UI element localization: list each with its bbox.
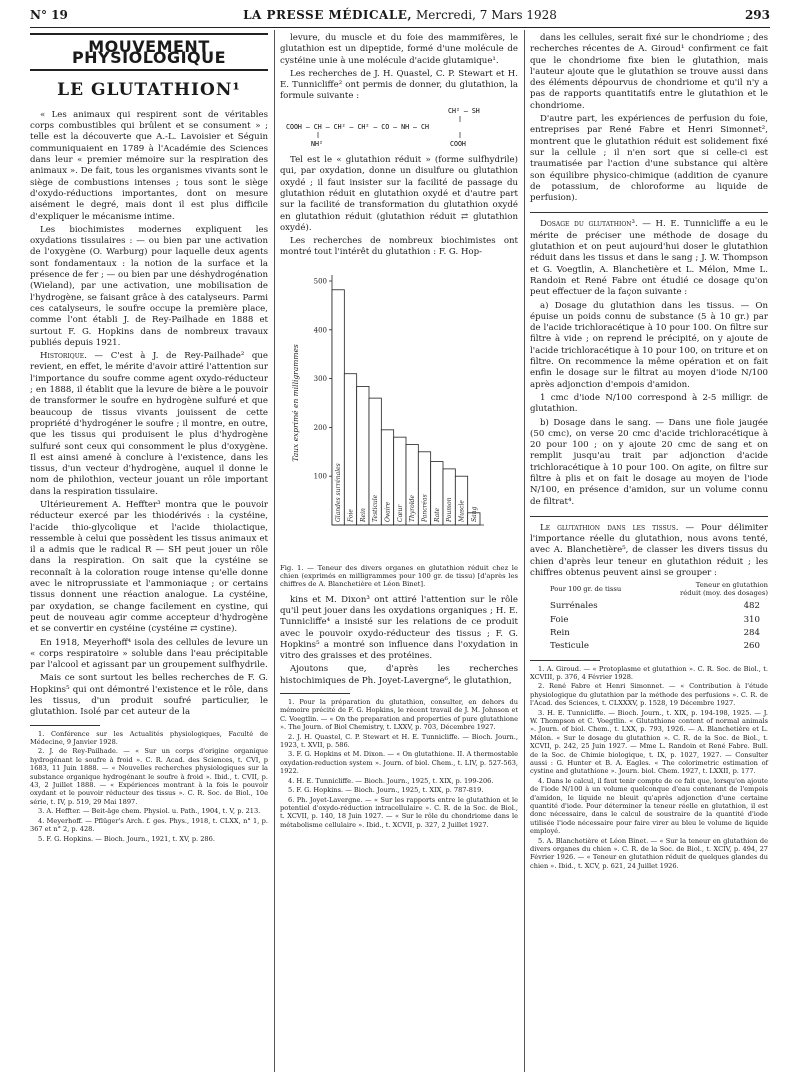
figure-1 — [280, 263, 518, 562]
paragraph: 1 cmc d'iode N/100 correspond à 2-5 milligr. de glutathion. — [530, 392, 768, 415]
footnote: 5. A. Blanchetière et Léon Binet. — « Sur la teneur en glutathion de divers organes du chien ». C. R. de la Soc. de Biol., t. XCIV, p. 494, 27 Février 1926. — « Teneur en glutathion réduit de quelques glandes du chien ». Ibid., t. XCV, p. 621, 24 Juillet 1926. — [530, 836, 768, 870]
bar-label: Rate — [433, 507, 441, 522]
y-tick-label: 400 — [313, 326, 327, 335]
journal-line — [0, 8, 800, 22]
y-tick-label: 300 — [313, 374, 327, 383]
paragraph-tissus: Le glutathion dans les tissus. — Pour délimiter l'importance réelle du glutathion, nous avons tenté, avec A. Blanchetière⁵, de classer les divers tissus du chien d'après leur teneur en glutathion réduit ; les chiffres obtenus peuvent ainsi se grouper : — [530, 522, 769, 579]
paragraph: En 1918, Meyerhoff⁴ isola des cellules de levure un « corps respiratoire » soluble dans l'eau précipitable par l'alcool et agissant par un groupement sulfhydrile. — [30, 637, 268, 671]
footnote: 1. Conférence sur les Actualités physiologiques, Faculté de Médecine, 9 Janvier 1928. — [30, 729, 268, 747]
footnote: 2. J. de Rey-Pailhade. — « Sur un corps d'origine organique hydrogénant le soufre à froid ». C. R. Acad. des Sciences, t. CVI, p 1683, 11 Juin 1888. — « Nouvelles recherches physiologiques sur la substance organique hydrogénant le soufre à froid ». Ibid., t. CVII, p. 43, 2 Juillet 1888. — « Expériences montrant à la fois le pouvoir oxydant et le pouvoir réducteur des tissus ». C. R. Soc. de Biol., 10e série, t. IV, p. 519, 29 Mai 1897. — [30, 747, 268, 806]
y-axis-label: Taux exprimé en milligrammes — [291, 344, 300, 462]
paragraph: Ultérieurement A. Heffter³ montra que le pouvoir réducteur exercé par les thiodérivés : la cystéine, l'acide thio-glycolique et l'acide thiolactique, ressemble à celui que possèdent les tissus animaux et il a admis que le radical R — SH peut jouer un rôle dans la respiration. On sait que la cystéine se reconnaît à la coloration rouge intense qu'elle donne avec le nitroprussiate et l'ammoniaque ; or certains tissus donnent une réaction analogue. La cystéine, par oxydation, se change facilement en cystine, qui peut de nouveau agir comme accepteur d'hydrogène et se convertir en cystéine (cystéine ⇄ cystine). — [30, 499, 268, 635]
bar-label: Thyroïde — [409, 494, 417, 522]
footnote: 3. A. Heffter. — Beit-äge chem. Physiol. u. Path., 1904, t. V, p. 213. — [38, 807, 261, 816]
footnote: 6. Ph. Joyet-Lavergne. — « Sur les rapports entre le glutathion et le potentiel d'oxydo-réduction intracellulaire ». C. R. de la Soc. de Biol., t. XCVII, p. 140, 18 Juin 1927. — « Sur le rôle du chondriome dans le métabolisme cellulaire ». Ibid., t. XCVII, p. 327, 2 Juillet 1927. — [280, 795, 518, 829]
section-label: Historique. — [40, 351, 87, 362]
footnote: 4. H. E. Tunnicliffe. — Bioch. Journ., 1925, t. XIX, p. 199-206. — [288, 776, 494, 785]
footnote: 2. J. H. Quastel, C. P. Stewart et H. E. Tunnicliffe. — Bioch. Journ., 1923, t. XVII, p. 586. — [280, 732, 518, 750]
paragraph: a) Dosage du glutathion dans les tissus. — On épuise un poids connu de substance (5 à 10 gr.) par de l'acide trichloracétique à 10 pour 100. On filtre sur filtre à vide ; on reprend le précipité, on y ajoute de l'acide trichloracétique à 10 pour 100, on triture et on filtre. On recommence la même opération et on fait enfin le dosage sur le filtrat au moyen d'iode N/100 après adjonction d'empois d'amidon. — [530, 300, 768, 390]
bar-label: Muscle — [458, 499, 466, 522]
figure-caption: Fig. 1. — Teneur des divers organes en glutathion réduit chez le chien (exprimés en milligrammes pour 100 gr. de tissu) [d'après les chiffres de A. Blanchetière et Léon Binet]. — [280, 564, 518, 589]
footnote-rule — [30, 725, 100, 726]
footnotes — [530, 665, 768, 871]
footnote: 5. F. G. Hopkins. — Bioch. Journ., 1921, t. XV, p. 286. — [38, 834, 215, 843]
glutathione-bar-chart — [280, 263, 518, 558]
formula-main: COOH — CH — CH² — CH² — CO — NH — CH — [286, 122, 429, 131]
footnote: 5. F. G. Hopkins. — Bioch. Journ., 1925, t. XIX, p. 787-819. — [288, 786, 484, 795]
paragraph: D'autre part, les expériences de perfusion du foie, entreprises par René Fabre et Henri Simonnet², montrent que le glutathion réduit est solidement fixé sur la cellule ; il n'en sort que si celle-ci est traumatisée par l'action d'une substance qui altère son équilibre physico-chimique (addition de cyanure de potassium, de chloroforme au liquide de perfusion). — [530, 114, 768, 204]
header-rule — [30, 27, 770, 28]
table-cell-organ: Surrénales — [550, 601, 598, 612]
paragraph: b) Dosage dans le sang. — Dans une fiole jaugée (50 cmc), on verse 20 cmc d'acide trichloracétique à 20 pour 100 ; on y ajoute 20 cmc de sang et on remplit jusqu'au trait par adjonction d'acide trichloracétique à 10 pour 100. On agite, on filtre sur filtre à plis et on fait le dosage au moyen de l'iode N/100, en présence d'amidon, sur un volume connu de filtrat⁴. — [530, 417, 768, 507]
paragraph: dans les cellules, serait fixé sur le chondriome ; des recherches récentes de A. Giroud¹ confirment ce fait que le chondriome fixe bien le glutathion, mais l'auteur ajoute que le glutathion se trouve aussi dans des éléments dépourvus de chondriome et qu'il n'y a pas de rapports quantitatifs entre le glutathion et le chondriome. — [530, 33, 768, 111]
paragraph: Les recherches de nombreux biochimistes ont montré tout l'intérêt du glutathion : F. G. Hop- — [280, 236, 518, 258]
bar-label: Poumon — [446, 497, 454, 522]
paragraph: « Les animaux qui respirent sont de véritables corps combustibles qui brûlent et se consument » ; telle est la découverte que A.-L. Lavoisier et Séguin communiquaient en 1789 à l'Académie des Sciences dans leur « premier mémoire sur la respiration des animaux ». De fait, tous les organismes vivants sont le siège de combustions intenses ; tous sont le siège d'oxydo-réductions importantes, dont on mesure aisément le degré, mais dont il est plus difficile d'expliquer le mécanisme intime. — [30, 109, 268, 222]
footnote: 4. Meyerhoff. — Pflüger's Arch. f. ges. Phys., 1918, t. CLXX, n° 1, p. 367 et n° 2, p. 428. — [30, 816, 268, 834]
column-2 — [280, 33, 518, 830]
section-separator — [530, 212, 768, 213]
footnote-rule — [530, 660, 600, 661]
bar-label: Testicule — [372, 494, 380, 522]
table-cell-value: 482 — [743, 601, 760, 612]
column-divider-2 — [524, 30, 525, 1072]
table-cell-value: 284 — [743, 627, 760, 638]
footnote: 2. René Fabre et Henri Simonnet. — « Contribution à l'étude physiologique du glutathion par la méthode des perfusions ». C. R. de l'Acad. des Sciences, t. CLXXXV, p. 1528, 19 Décembre 1927. — [530, 682, 768, 708]
table-cell-value: 260 — [743, 641, 760, 652]
bar-label: Rein — [359, 507, 367, 522]
table-row — [530, 614, 768, 627]
table-row — [530, 640, 768, 653]
table-row — [530, 600, 768, 613]
footnote: 3. F. G. Hopkins et M. Dixon. — « On glutathione. II. A thermostable oxydation-reduction system ». Journ. of biol. Chem., t. LIV, p. 527-563, 1922. — [280, 750, 518, 776]
footnotes — [30, 730, 268, 843]
column-1 — [30, 33, 268, 844]
page-number: 293 — [744, 8, 770, 22]
glutathione-formula — [280, 105, 518, 151]
paragraph: Mais ce sont surtout les belles recherches de F. G. Hopkins⁵ qui ont démontré l'existence et le rôle, dans les tissus, d'un produit soufré particulier, le glutathion. Isolé par cet auteur de la — [30, 673, 268, 718]
paragraph: Tel est le « glutathion réduit » (forme sulfhydrile) qui, par oxydation, donne un disulfure ou glutathion oxydé ; il faut insister sur la facilité de passage du glutathion réduit en glutathion oxydé et d'autre part sur la facilité de transformation du glutathion oxydé en glutathion réduit (glutathion réduit ⇄ glutathion oxydé). — [280, 155, 518, 233]
bar-label: Sang — [470, 506, 478, 522]
paragraph: levure, du muscle et du foie des mammifères, le glutathion est un dipeptide, formé d'une molécule de cystéine unie à une molécule d'acide glutamique¹. — [280, 33, 518, 66]
footnotes — [280, 698, 518, 829]
table-header-cell: Pour 100 gr. de tissu — [550, 585, 622, 594]
bar — [357, 386, 369, 525]
formula-amine: NH² — [311, 139, 323, 148]
article-title: LE GLUTATHION¹ — [57, 79, 241, 100]
table-cell-organ: Testicule — [550, 641, 589, 652]
section-separator — [530, 516, 768, 517]
table-cell-organ: Rein — [550, 627, 570, 638]
table-row — [530, 627, 768, 640]
section-rubric: MOUVEMENT PHYSIOLOGIQUE — [30, 33, 268, 71]
paragraph: Les biochimistes modernes expliquent les oxydations tissulaires : — ou bien par une activation de l'oxygène (O. Warburg) pour laquelle deux agents sont fondamentaux : la notion de la surface et la présence de fer ; — ou bien par une déshydrogénation (Wieland), par une activation, une mobilisation de l'hydrogène, se faisant grâce à des catalyseurs. Parmi ces catalyseurs, le soufre occupe la première place, comme l'ont établi J. de Rey-Pailhade en 1888 et surtout F. G. Hopkins dans de nombreux travaux publiés depuis 1921. — [30, 224, 268, 348]
formula-top: CH² — SH — [448, 106, 480, 115]
footnote: 1. Pour la préparation du glutathion, consulter, en dehors du mémoire précité de F. G. Hopkins, le récent travail de J. M. Johnson et C. Voegtlin. — « On the preparation and properties of pure glutathione ». The Journ. of Biol Chemistry, t. LXXV, p. 703, Décembre 1927. — [280, 698, 518, 732]
footnote: 1. A. Giroud. — « Protoplasme et glutathion ». C. R. Soc. de Biol., t. XCVIII, p. 376, 4 Février 1928. — [530, 664, 768, 681]
formula-carboxyl: COOH — [450, 139, 466, 148]
glutathione-table — [530, 581, 768, 653]
table-cell-value: 310 — [743, 614, 760, 625]
bar-label: Pancréas — [421, 494, 429, 522]
y-tick-label: 200 — [313, 423, 327, 432]
footnote: 3. H. E. Tunnicliffe. — Bioch. Journ., t. XIX, p. 194-198, 1925. — J. W. Thompson et C. Voegtlin. « Glutathione content of normal animals ». Journ. of biol. Chem., t. LXX, p. 793, 1926. — A. Blanchetière et L. Mélon. « Sur le dosage du glutathion ». C. R. de la Soc. de Biol., t. XCVII, p. 242, 25 Juin 1927. — Mme L. Randoin et René Fabre. Bull. de la Soc. de Chimie biologique, t. IX, p. 1027, 1927. — Consulter aussi : G. Hunter et B. A. Eagles. « The colorimetric estimation of cystine and glutathione ». Journ. biol. Chem. 1927, t. LXXII, p. 177. — [530, 708, 768, 776]
paragraph: kins et M. Dixon³ ont attiré l'attention sur le rôle qu'il peut jouer dans les oxydations organiques ; H. E. Tunnicliffe⁴ a insisté sur les relations de ce produit avec le pouvoir oxydo-réducteur des tissus ; F. G. Hopkins⁵ a montré son influence dans l'oxydation in vitro des graisses et des protéines. — [280, 594, 518, 662]
y-tick-label: 100 — [313, 472, 327, 481]
issue-number: N° 19 — [30, 8, 68, 22]
bar-label: Cœur — [396, 504, 404, 522]
table-header-cell: Teneur en glutathion réduit (moy. des dosages) — [679, 581, 768, 598]
y-tick-label: 500 — [313, 277, 327, 286]
bar-label: Glandes surrénales — [335, 462, 343, 522]
table-cell-organ: Foie — [550, 614, 569, 625]
footnote-rule — [280, 693, 350, 694]
bar — [344, 373, 356, 524]
bar-label: Ovaire — [384, 501, 392, 522]
table-header — [530, 581, 768, 600]
page-header — [0, 0, 800, 28]
column-3 — [530, 33, 768, 871]
journal-name: LA PRESSE MÉDICALE, — [243, 8, 413, 22]
paragraph-dosage: Dosage du glutathion³. — H. E. Tunnicliffe a eu le mérite de préciser une méthode de dosage du glutathion et on peut aujourd'hui doser le glutathion réduit dans les tissus et dans le sang ; J. W. Thompson et G. Voegtlin, A. Blanchetière et L. Mélon, Mme L. Randoin et René Fabre ont étudié ce dosage qu'on peut effectuer de la façon suivante : — [530, 219, 768, 298]
issue-date: Mercredi, 7 Mars 1928 — [415, 8, 557, 22]
paragraph-historique: Historique. — C'est à J. de Rey-Pailhade² que revient, en effet, le mérite d'avoir attiré l'attention sur l'importance du soufre comme agent oxydo-réducteur ; en 1888, il établit que la levure de bière a le pouvoir de transformer le soufre en hydrogène sulfuré et que beaucoup de tissus vivants jouissent de cette propriété d'hydrogéner le soufre ; il montre, en outre, que les tissus qui produisent le plus d'hydrogène sulfuré sont ceux qui consomment le plus d'oxygène. Il est ainsi amené à conclure à l'existence, dans les tissus, d'un vecteur d'hydrogène, auquel il donne le nom de philothion, vecteur jouant un rôle important dans la respiration tissulaire. — [30, 351, 268, 497]
paragraph: Les recherches de J. H. Quastel, C. P. Stewart et H. E. Tunnicliffe² ont permis de donner, du glutathion, la formule suivante : — [280, 68, 518, 102]
footnote: 4. Dans le calcul, il faut tenir compte de ce fait que, lorsqu'on ajoute de l'iode N/100 à un volume quelconque d'eau contenant de l'empois d'amidon, le liquide ne bleuit qu'après adjonction d'une certaine quantité d'iode. Pour déterminer la teneur réelle en glutathion, il est donc nécessaire, dans le calcul de soustraire de la quantité d'iode utilisée l'iode nécessaire pour faire virer au bleu le volume de liquide employé. — [530, 776, 768, 836]
section-label: Le glutathion dans les tissus. — [540, 522, 679, 533]
bar-label: Foie — [347, 508, 355, 522]
section-label: Dosage du glutathion — [540, 219, 632, 230]
paragraph: Ajoutons que, d'après les recherches histochimiques de Ph. Joyet-Lavergne⁶, le glutathion, — [280, 664, 518, 686]
column-divider-1 — [274, 30, 275, 1072]
